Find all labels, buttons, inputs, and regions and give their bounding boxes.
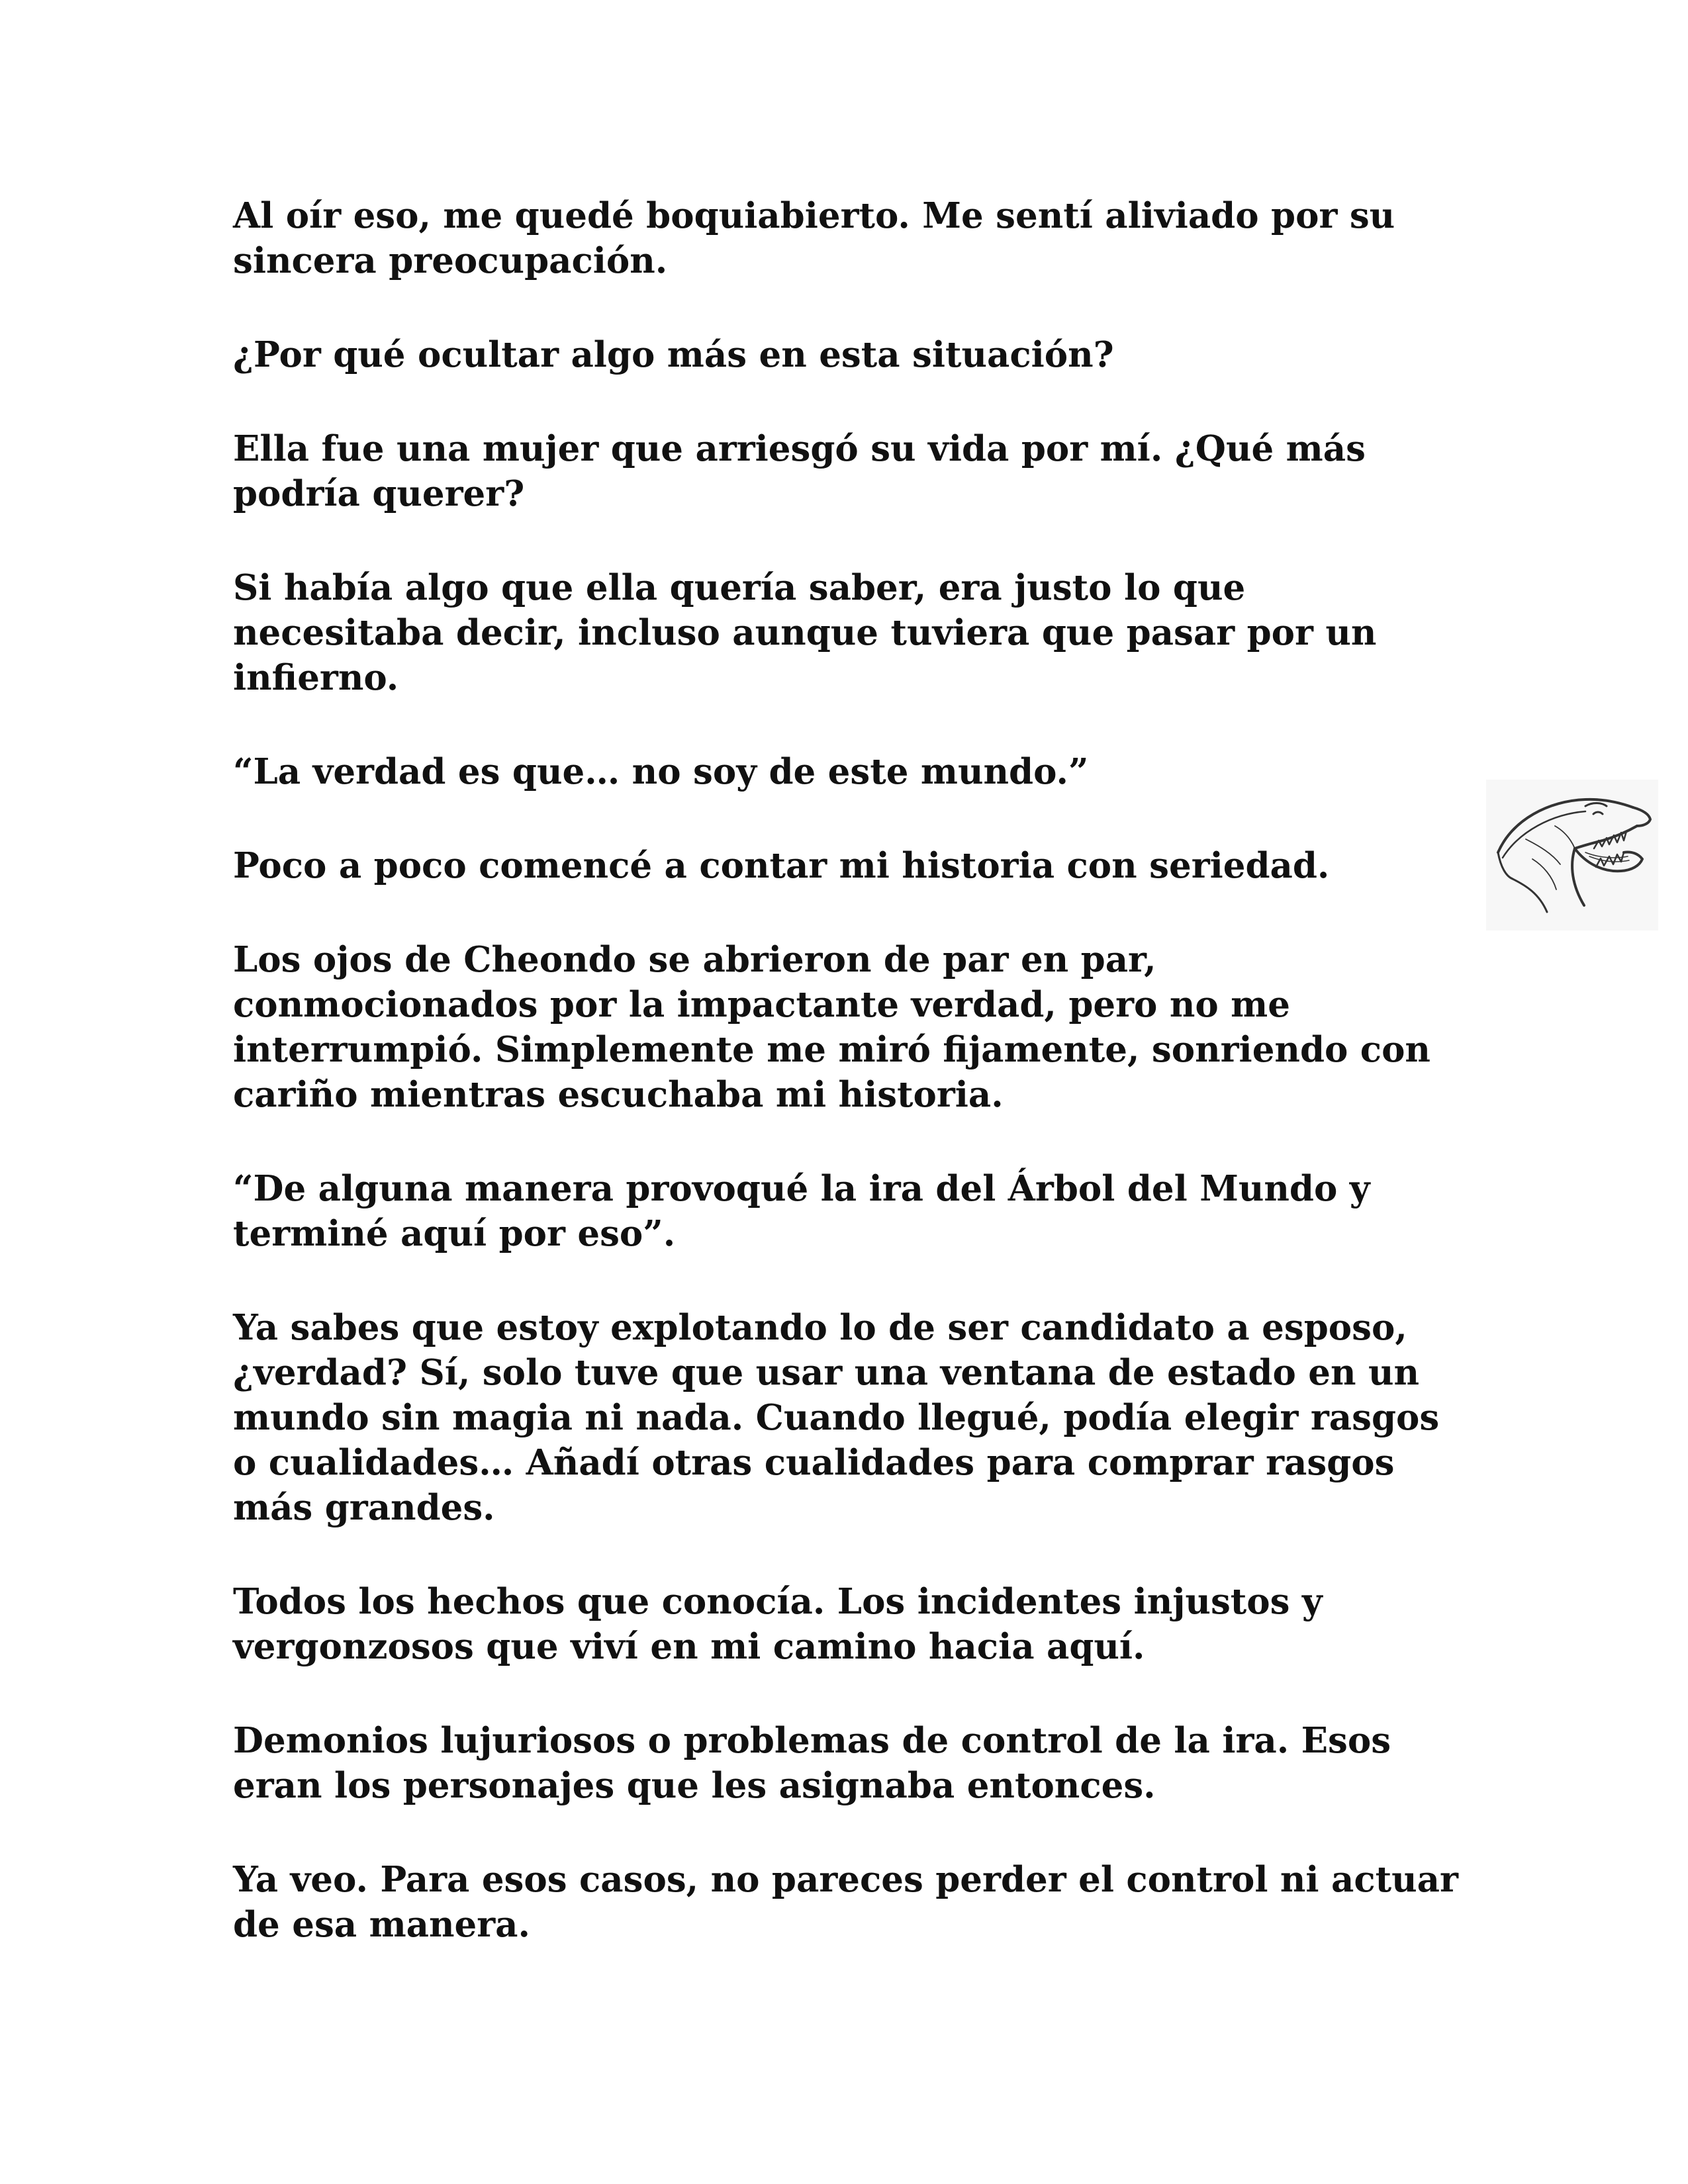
dinosaur-head-sketch-icon (1486, 780, 1658, 931)
document-body (233, 193, 1464, 1947)
paragraph: Si había algo que ella quería saber, era justo lo que necesitaba decir, incluso aunque tuviera que pasar por un infierno. (233, 567, 1377, 698)
paragraph: Ya veo. Para esos casos, no pareces perder el control ni actuar de esa manera. (233, 1859, 1458, 1945)
paragraph: Al oír eso, me quedé boquiabierto. Me sentí aliviado por su sincera preocupación. (233, 195, 1395, 281)
paragraph: Demonios lujuriosos o problemas de control de la ira. Esos eran los personajes que les asignaba entonces. (233, 1720, 1391, 1806)
paragraph: Poco a poco comencé a contar mi historia con seriedad. (233, 845, 1330, 886)
paragraph: “La verdad es que… no soy de este mundo.” (233, 751, 1089, 792)
paragraph: Todos los hechos que conocía. Los incidentes injustos y vergonzosos que viví en mi camino hacia aquí. (233, 1581, 1323, 1667)
paragraph: Los ojos de Cheondo se abrieron de par en par, conmocionados por la impactante verdad, pero no me interrumpió. Simplemente me miró fijamente, sonriendo con cariño mientras escuchaba mi historia. (233, 939, 1430, 1115)
paragraph: Ya sabes que estoy explotando lo de ser candidato a esposo, ¿verdad? Sí, solo tuve que usar una ventana de estado en un mundo sin magia ni nada. Cuando llegué, podía elegir rasgos o cualidades… Añadí otras cualidades para comprar rasgos más grandes. (233, 1307, 1440, 1528)
paragraph: “De alguna manera provoqué la ira del Árbol del Mundo y terminé aquí por eso”. (233, 1168, 1370, 1254)
paragraph: ¿Por qué ocultar algo más en esta situación? (233, 334, 1114, 375)
paragraph: Ella fue una mujer que arriesgó su vida por mí. ¿Qué más podría querer? (233, 428, 1366, 514)
